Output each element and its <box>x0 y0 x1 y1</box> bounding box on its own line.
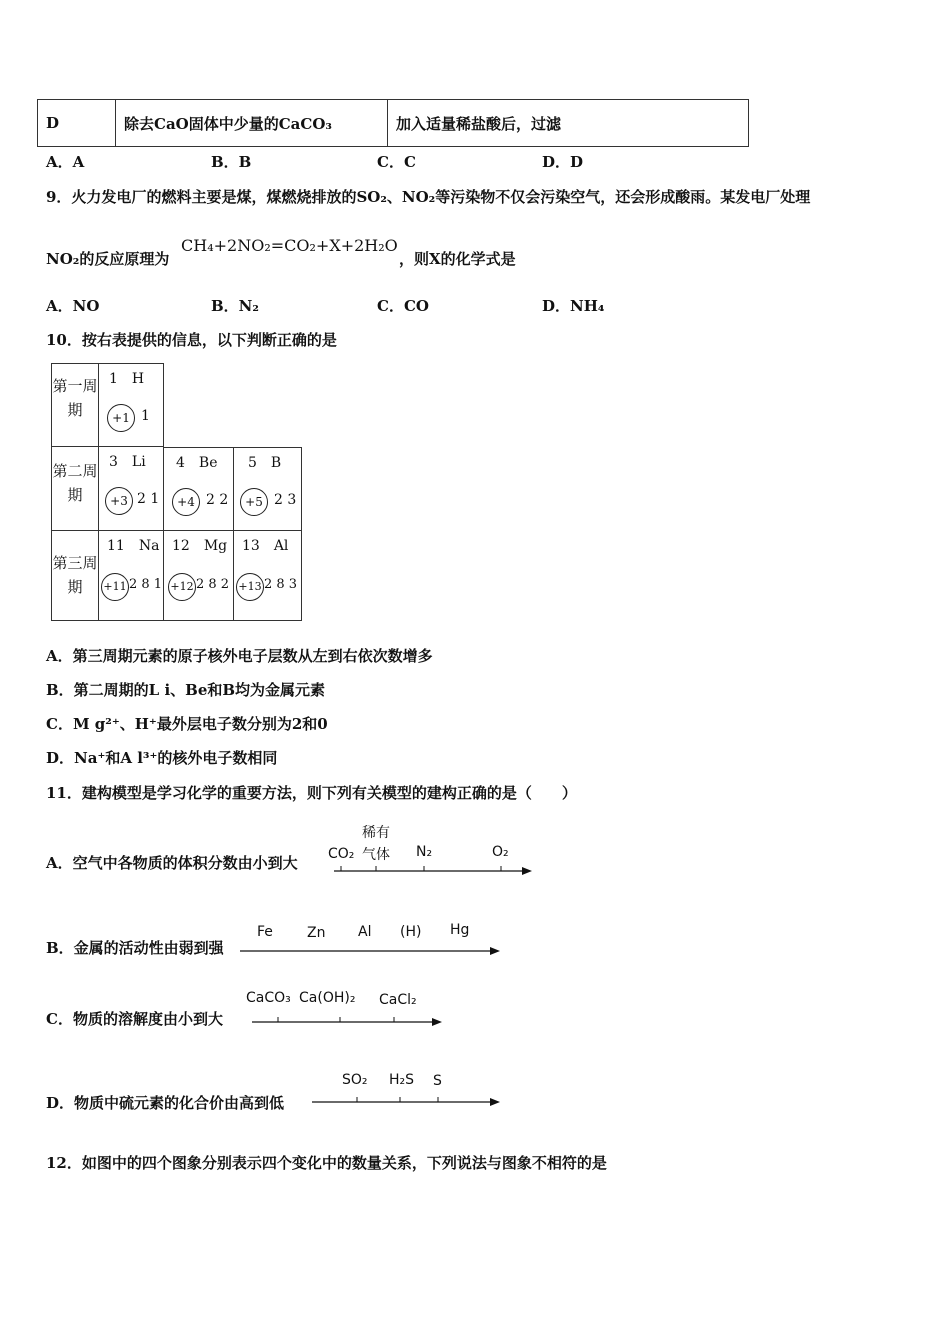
q10-stem: 10．按右表提供的信息，以下判断正确的是 <box>46 331 337 349</box>
number-line-arrow <box>312 1094 504 1108</box>
number-line-arrow <box>252 1014 446 1028</box>
axis-label: SO₂ <box>342 1072 368 1088</box>
q9-option-a: A．NO <box>46 297 100 315</box>
q8-option-c: C．C <box>377 153 416 171</box>
element-label: 11 Na <box>107 538 160 554</box>
axis-label: Ca(OH)₂ <box>299 990 356 1006</box>
q11-option-a-text: A．空气中各物质的体积分数由小到大 <box>46 854 298 872</box>
q9-equation: CH₄+2NO₂=CO₂+X+2H₂O <box>181 236 398 255</box>
table-cell-option: D <box>38 100 116 147</box>
q10-option-b: B．第二周期的L i、Be和B均为金属元素 <box>46 681 326 699</box>
nucleus-circle: +3 <box>105 487 133 515</box>
element-cell-na <box>99 531 164 621</box>
axis-label: (H) <box>400 924 422 940</box>
q10-option-c: C．M g²⁺、H⁺最外层电子数分别为2和0 <box>46 715 328 733</box>
number-line-arrow <box>240 944 502 958</box>
electron-shells: 2 3 <box>274 492 297 508</box>
period-3-label: 第三周期 <box>51 531 99 621</box>
table-cell-purpose: 除去CaO固体中少量的CaCO₃ <box>116 100 388 147</box>
q11-d-axis <box>312 1070 504 1114</box>
element-label: 13 Al <box>242 538 289 554</box>
electron-shells: 2 8 2 <box>196 577 230 592</box>
q11-option-c-text: C．物质的溶解度由小到大 <box>46 1010 223 1028</box>
nucleus-circle: +4 <box>172 488 200 516</box>
axis-label: CaCl₂ <box>379 992 417 1008</box>
axis-label: N₂ <box>416 844 433 860</box>
element-cell-al <box>234 531 302 621</box>
electron-shells: 1 <box>141 408 150 424</box>
nucleus-circle: +13 <box>236 573 264 601</box>
q8-option-a: A．A <box>46 153 85 171</box>
electron-shells: 2 1 <box>137 491 160 507</box>
electron-shells: 2 8 1 <box>129 577 163 592</box>
axis-label: H₂S <box>389 1072 415 1088</box>
period-2-label: 第二周期 <box>51 447 99 531</box>
q11-option-b-text: B．金属的活动性由弱到强 <box>46 939 224 957</box>
answer-table-row <box>37 99 749 147</box>
electron-shells: 2 2 <box>206 492 229 508</box>
axis-label: Al <box>358 924 372 940</box>
q9-option-c: C．CO <box>377 297 429 315</box>
element-cell-b <box>234 447 302 531</box>
q9-stem-line2-post: ，则X的化学式是 <box>399 250 516 268</box>
axis-label: CO₂ <box>328 846 355 862</box>
q9-option-d: D．NH₄ <box>542 297 605 315</box>
element-cell-h <box>99 363 164 447</box>
nucleus-circle: +12 <box>168 573 196 601</box>
electron-shells: 2 8 3 <box>264 577 298 592</box>
q9-stem-line1: 9．火力发电厂的燃料主要是煤，煤燃烧排放的SO₂、NO₂等污染物不仅会污染空气，还会形成酸雨。某发电厂处理 <box>46 188 811 206</box>
axis-label: 稀有 <box>362 825 390 841</box>
axis-label: CaCO₃ <box>246 990 291 1006</box>
period-1-label: 第一周期 <box>51 363 99 447</box>
element-label: 4 Be <box>176 455 218 471</box>
q11-stem: 11．建构模型是学习化学的重要方法，则下列有关模型的建构正确的是（ ） <box>46 784 577 802</box>
element-label: 5 B <box>248 455 282 471</box>
number-line-arrow <box>334 862 534 876</box>
q10-option-d: D．Na⁺和A l³⁺的核外电子数相同 <box>46 749 278 767</box>
axis-label: Zn <box>307 925 326 941</box>
q10-option-a: A．第三周期元素的原子核外电子层数从左到右依次数增多 <box>46 647 433 665</box>
element-label: 3 Li <box>109 454 146 470</box>
nucleus-circle: +5 <box>240 488 268 516</box>
nucleus-circle: +11 <box>101 573 129 601</box>
q11-option-d-text: D．物质中硫元素的化合价由高到低 <box>46 1094 285 1112</box>
element-label: 1 H <box>109 371 145 387</box>
q8-option-b: B．B <box>211 153 252 171</box>
element-cell-li <box>99 447 164 531</box>
element-cell-be <box>164 447 234 531</box>
element-cell-mg <box>164 531 234 621</box>
axis-label: Hg <box>450 922 470 938</box>
axis-label: O₂ <box>492 844 509 860</box>
q11-b-axis <box>240 922 502 962</box>
q11-a-axis <box>328 822 534 882</box>
q11-c-axis <box>246 988 446 1032</box>
axis-label: Fe <box>257 924 273 940</box>
element-label: 12 Mg <box>172 538 228 554</box>
q12-stem: 12．如图中的四个图象分别表示四个变化中的数量关系，下列说法与图象不相符的是 <box>46 1154 607 1172</box>
table-cell-method: 加入适量稀盐酸后，过滤 <box>388 100 749 147</box>
q9-stem-line2-pre: NO₂的反应原理为 <box>46 250 170 268</box>
axis-label: S <box>433 1073 442 1089</box>
axis-label: 气体 <box>362 847 390 863</box>
nucleus-circle: +1 <box>107 404 135 432</box>
q8-option-d: D．D <box>542 153 584 171</box>
q9-option-b: B．N₂ <box>211 297 259 315</box>
